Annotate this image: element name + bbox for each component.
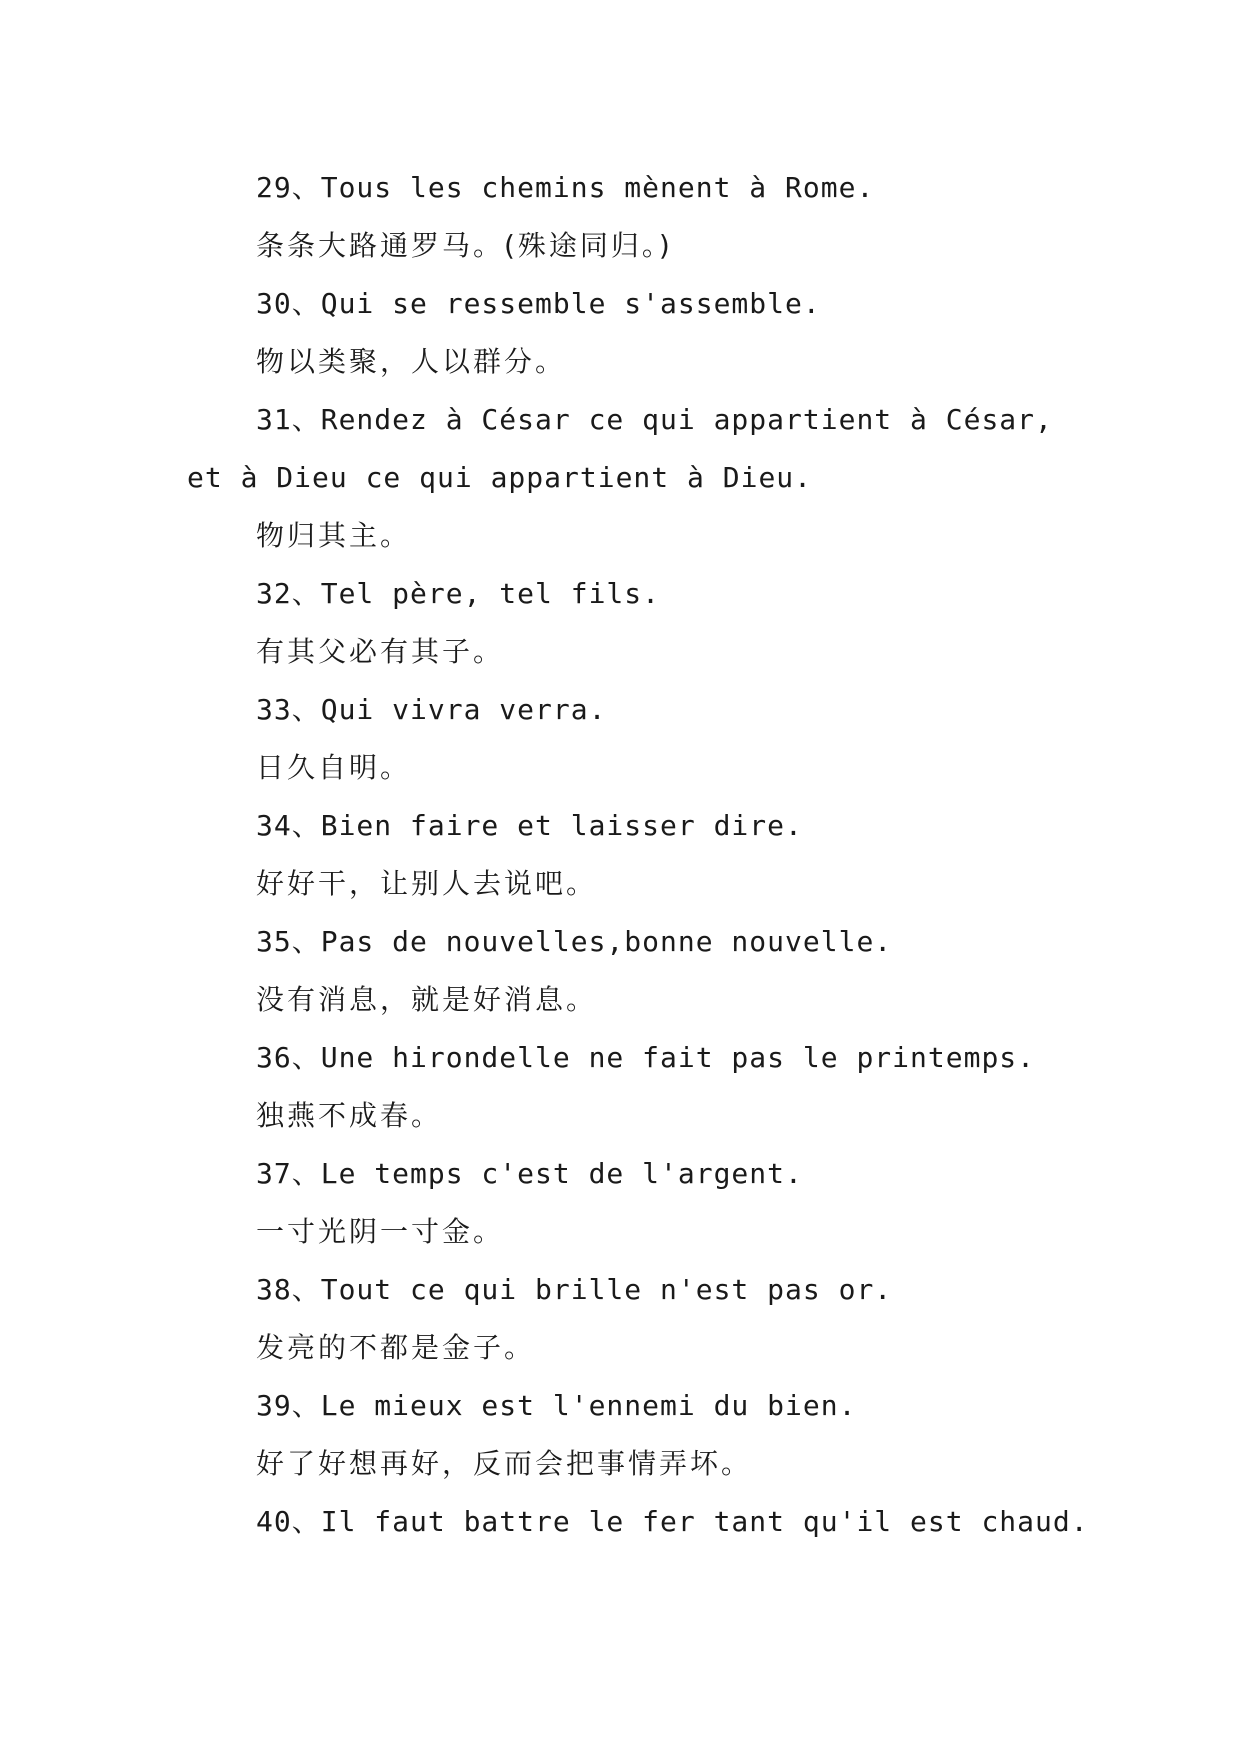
- proverb-36-chinese: 独燕不成春。: [256, 1099, 443, 1132]
- proverb-40-french: 40、Il faut battre le fer tant qu'il est chaud.: [256, 1505, 1089, 1538]
- proverb-34-french: 34、Bien faire et laisser dire.: [256, 809, 803, 842]
- proverb-37-chinese: 一寸光阴一寸金。: [256, 1215, 505, 1248]
- proverb-35-french: 35、Pas de nouvelles,bonne nouvelle.: [256, 925, 893, 958]
- proverb-33-french: 33、Qui vivra verra.: [256, 693, 607, 726]
- proverb-30-chinese: 物以类聚，人以群分。: [256, 345, 567, 378]
- proverb-33-chinese: 日久自明。: [256, 751, 412, 784]
- proverb-32-french: 32、Tel père, tel fils.: [256, 577, 661, 610]
- proverb-29-french: 29、Tous les chemins mènent à Rome.: [256, 171, 875, 204]
- proverb-29-chinese: 条条大路通罗马。(殊途同归。): [256, 229, 673, 262]
- proverb-38-french: 38、Tout ce qui brille n'est pas or.: [256, 1273, 893, 1306]
- proverb-39-french: 39、Le mieux est l'ennemi du bien.: [256, 1389, 857, 1422]
- proverb-31-french-continued: et à Dieu ce qui appartient à Dieu.: [187, 461, 813, 494]
- proverb-39-chinese: 好了好想再好，反而会把事情弄坏。: [256, 1447, 753, 1480]
- proverb-36-french: 36、Une hirondelle ne fait pas le printemps.: [256, 1041, 1036, 1074]
- proverb-31-french: 31、Rendez à César ce qui appartient à César,: [256, 403, 1053, 436]
- proverb-31-chinese: 物归其主。: [256, 519, 412, 552]
- proverb-35-chinese: 没有消息，就是好消息。: [256, 983, 598, 1016]
- proverb-34-chinese: 好好干，让别人去说吧。: [256, 867, 598, 900]
- proverb-30-french: 30、Qui se ressemble s'assemble.: [256, 287, 821, 320]
- proverb-32-chinese: 有其父必有其子。: [256, 635, 505, 668]
- proverb-37-french: 37、Le temps c'est de l'argent.: [256, 1157, 803, 1190]
- proverb-38-chinese: 发亮的不都是金子。: [256, 1331, 536, 1364]
